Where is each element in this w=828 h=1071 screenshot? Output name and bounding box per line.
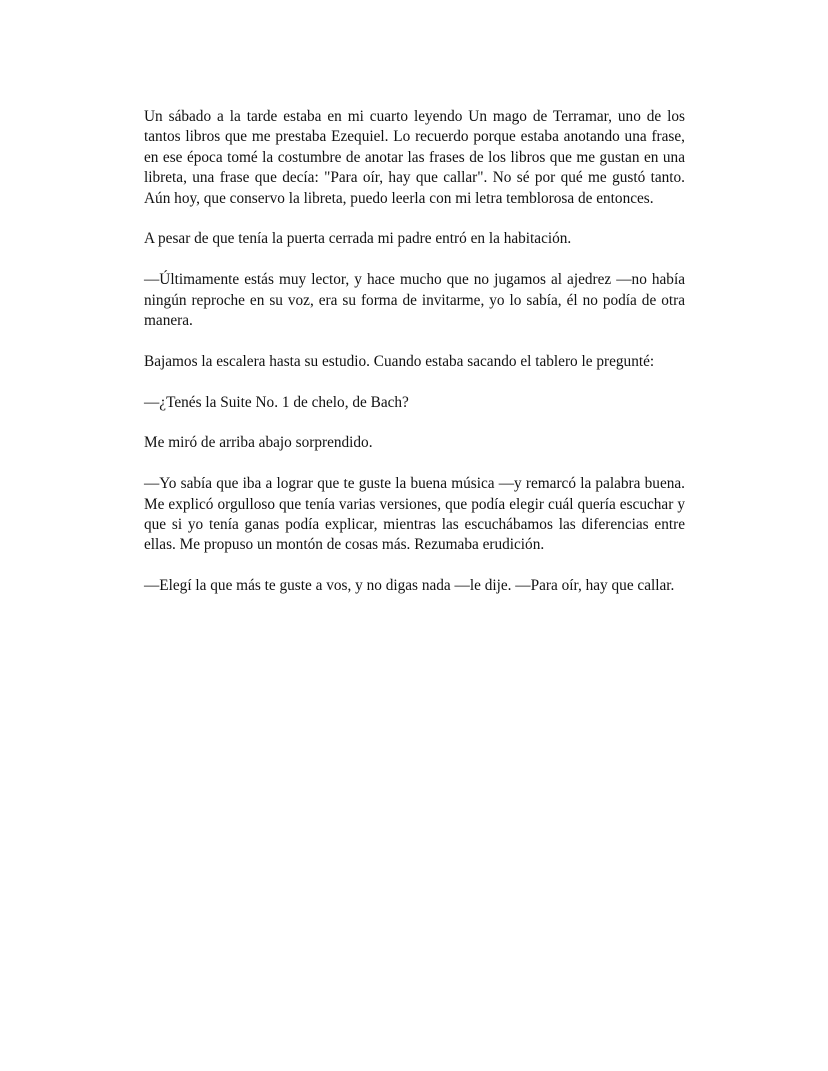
paragraph-1: Un sábado a la tarde estaba en mi cuarto leyendo Un mago de Terramar, uno de los tantos libros que me prestaba Ezequiel. Lo recuerdo porque estaba anotando una frase, en ese época tomé la costumbre de anotar las frases de los libros que me gustan en una libreta, una frase que decía: "Para oír, hay que callar". No sé por qué me gustó tanto. Aún hoy, que conservo la libreta, puedo leerla con mi letra temblorosa de entonces. (144, 108, 685, 207)
paragraph-3: —Últimamente estás muy lector, y hace mucho que no jugamos al ajedrez —no había ningún reproche en su voz, era su forma de invitarme, yo lo sabía, él no podía de otra manera. (144, 271, 685, 330)
paragraph-5: —¿Tenés la Suite No. 1 de chelo, de Bach? (144, 393, 409, 411)
paragraph-8: —Elegí la que más te guste a vos, y no digas nada —le dije. —Para oír, hay que callar. (144, 577, 675, 595)
paragraph-7: —Yo sabía que iba a lograr que te guste la buena música —y remarcó la palabra buena. Me explicó orgulloso que tenía varias versiones, que podía elegir cuál quería escuchar y que si yo tenía ganas podía explicar, mientras las escuchábamos las diferencias entre ellas. Me propuso un montón de cosas más. Rezumaba erudición. (144, 475, 685, 554)
body-text (144, 107, 685, 617)
paragraph-2: A pesar de que tenía la puerta cerrada mi padre entró en la habitación. (144, 230, 572, 248)
paragraph-4: Bajamos la escalera hasta su estudio. Cuando estaba sacando el tablero le pregunté: (144, 352, 655, 370)
paragraph-6: Me miró de arriba abajo sorprendido. (144, 434, 373, 452)
